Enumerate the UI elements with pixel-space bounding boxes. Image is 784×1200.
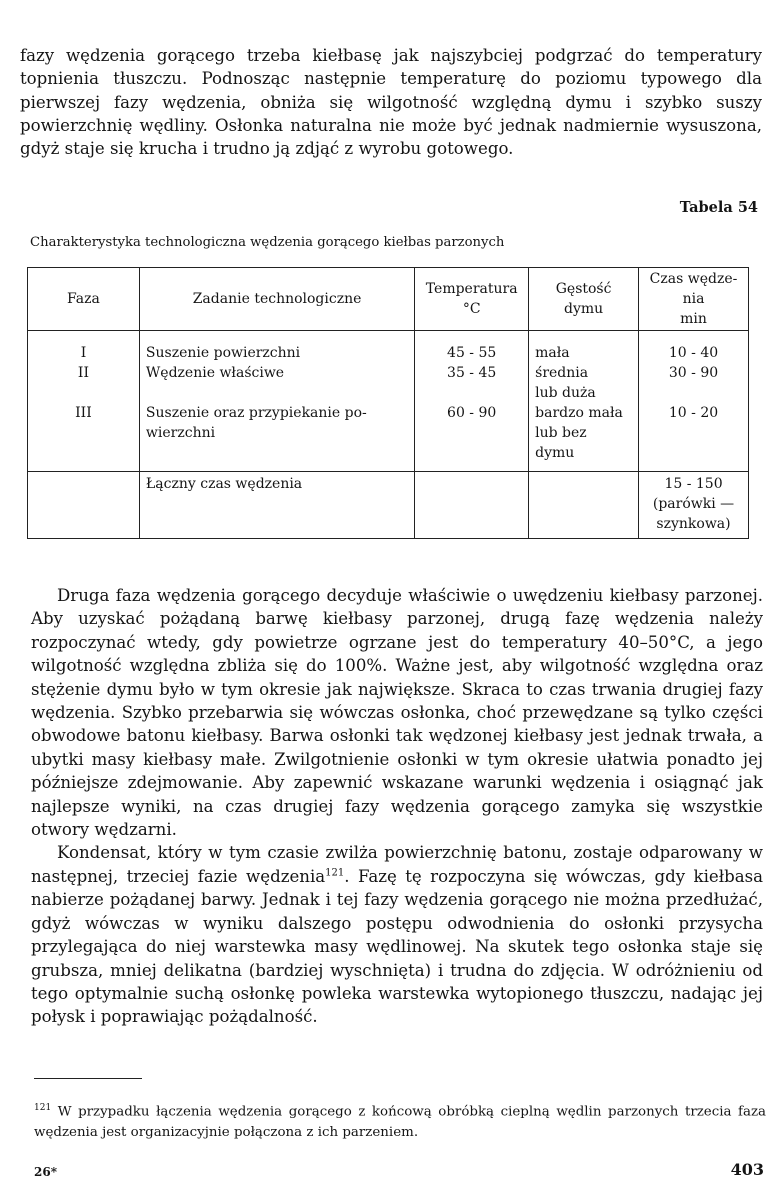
header-czas-line3: min — [680, 311, 707, 327]
row-3-temperatura: 60 - 90 — [447, 405, 497, 421]
row-1-zadanie: Suszenie powierzchni — [145, 345, 301, 361]
row-3-czas: 10 - 20 — [668, 405, 719, 421]
row-3-gestosc-line3: dymu — [535, 445, 575, 461]
row-3-zadanie-line1: Suszenie oraz przypiekanie po- — [145, 405, 367, 421]
page-number: 403 — [730, 1160, 764, 1179]
header-gestosc-line2: dymu — [564, 301, 604, 317]
total-czas-line1: 15 - 150 — [664, 476, 723, 492]
header-czas-line2: nia — [682, 291, 705, 307]
total-label: Łączny czas wędzenia — [139, 472, 414, 539]
table-caption: Charakterystyka technologiczna wędzenia gorącego kiełbas parzonych — [30, 235, 505, 250]
row-2-czas: 30 - 90 — [668, 365, 719, 381]
smoking-characteristics-table — [27, 267, 749, 539]
header-faza: Faza — [28, 268, 140, 331]
total-czas — [639, 472, 749, 539]
header-temperatura-line2: °C — [462, 301, 481, 317]
table-label: Tabela 54 — [679, 199, 758, 216]
main-text — [31, 584, 763, 1029]
header-gestosc — [529, 268, 639, 331]
row-2-gestosc-line1: średnia — [535, 365, 589, 381]
main-paragraph-1: Druga faza wędzenia gorącego decyduje właściwie o uwędzeniu kiełbasy parzonej. Aby uzyskać pożądaną barwę kiełbasy parzonej, drugą fazę wędzenia należy rozpoczynać wtedy, gdy powietrze ogrzane jest do temperatury 40–50°C, a jego wilgotność względna zbliża się do 100%. Ważne jest, aby wilgotność względna oraz stężenie dymu było w tym okresie jak największe. Skraca to czas trwania drugiej fazy wędzenia. Szybko przebarwia się wówczas osłonka, choć przewędzane są tylko części obwodowe batonu kiełbasy. Barwa osłonki tak wędzonej kiełbasy jest jednak trwała, a ubytki masy kiełbasy małe. Zwilgotnienie osłonki w tym okresie ułatwia ponadto jej późniejsze zdejmowanie. Aby zapewnić wskazane warunki wędzenia i osiągnąć jak najlepsze wyniki, na czas drugiej fazy wędzenia gorącego zamyka się wszystkie otwory wędzarni. — [31, 586, 763, 840]
top-paragraph: fazy wędzenia gorącego trzeba kiełbasę jak najszybciej podgrzać do temperatury topnienia tłuszczu. Podnosząc następnie temperaturę do poziomu typowego dla pierwszej fazy wędzenia, obniża się wilgotność względną dymu i szybko suszy powierzchnię wędliny. Osłonka naturalna nie może być jednak nadmiernie wysuszona, gdyż staje się krucha i trudno ją zdjąć z wyrobu gotowego. — [20, 46, 762, 159]
row-1-czas: 10 - 40 — [668, 345, 719, 361]
footnote-reference[interactable]: 121 — [325, 867, 345, 879]
header-temperatura-line1: Temperatura — [425, 281, 518, 297]
row-3-zadanie-line2: wierzchni — [145, 425, 216, 441]
row-1-gestosc: mała — [535, 345, 570, 361]
header-gestosc-line1: Gęstość — [555, 281, 612, 297]
row-3-gestosc-line1: bardzo mała — [535, 405, 623, 421]
gestosc-column-cell — [529, 331, 639, 472]
footnote — [34, 1098, 766, 1143]
main-paragraph-2-before-ref: Kondensat, który w tym czasie zwilża powierzchnię batonu, zostaje odparowany w następnej, trzeciej fazie wędzenia — [31, 843, 763, 886]
header-temperatura — [415, 268, 529, 331]
table-header-row — [28, 268, 749, 331]
row-1-faza: I — [80, 345, 87, 361]
footnote-divider — [34, 1078, 142, 1079]
header-czas — [639, 268, 749, 331]
main-paragraph-2 — [31, 841, 763, 1028]
footnote-text: W przypadku łączenia wędzenia gorącego z końcową obróbką cieplną wędlin parzonych trzecia faza wędzenia jest organizacyjnie połączona z ich parzeniem. — [34, 1104, 767, 1141]
row-2-zadanie: Wędzenie właściwe — [145, 365, 285, 381]
row-1-temperatura: 45 - 55 — [447, 345, 497, 361]
row-2-gestosc-line2: lub duża — [535, 385, 596, 401]
header-czas-line1: Czas wędze- — [649, 271, 738, 287]
row-3-gestosc-line2: lub bez — [535, 425, 587, 441]
table-total-row — [28, 472, 749, 539]
czas-column-cell — [639, 331, 749, 472]
footnote-marker: 121 — [34, 1103, 52, 1113]
signature-mark: 26* — [34, 1165, 57, 1179]
total-czas-line3: szynkowa) — [656, 516, 731, 532]
row-3-faza: III — [75, 405, 92, 421]
temperatura-column-cell — [415, 331, 529, 472]
row-2-temperatura: 35 - 45 — [447, 365, 497, 381]
row-2-faza: II — [77, 365, 89, 381]
main-paragraph-2-after-ref: . Fazę tę rozpoczyna się wówczas, gdy kiełbasa nabierze pożądanej barwy. Jednak i tej fazy wędzenia gorącego nie można przedłużać, gdyż wówczas w wyniku dalszego postępu odwodnienia do osłonki przysycha przylegająca do niej warstewka masy wędlinowej. Na skutek tego osłonka staje się grubsza, mniej delikatna (bardziej wyschnięta) i trudna do zdjęcia. W odróżnieniu od tego optymalnie suchą osłonkę powleka warstewka wytopionego tłuszczu, nadając jej połysk i poprawiając pożądalność. — [31, 866, 763, 1027]
faza-column-cell — [28, 331, 140, 472]
zadanie-column-cell — [139, 331, 414, 472]
table-row — [28, 331, 749, 472]
total-czas-line2: (parówki — — [652, 496, 735, 512]
header-zadanie: Zadanie technologiczne — [139, 268, 414, 331]
